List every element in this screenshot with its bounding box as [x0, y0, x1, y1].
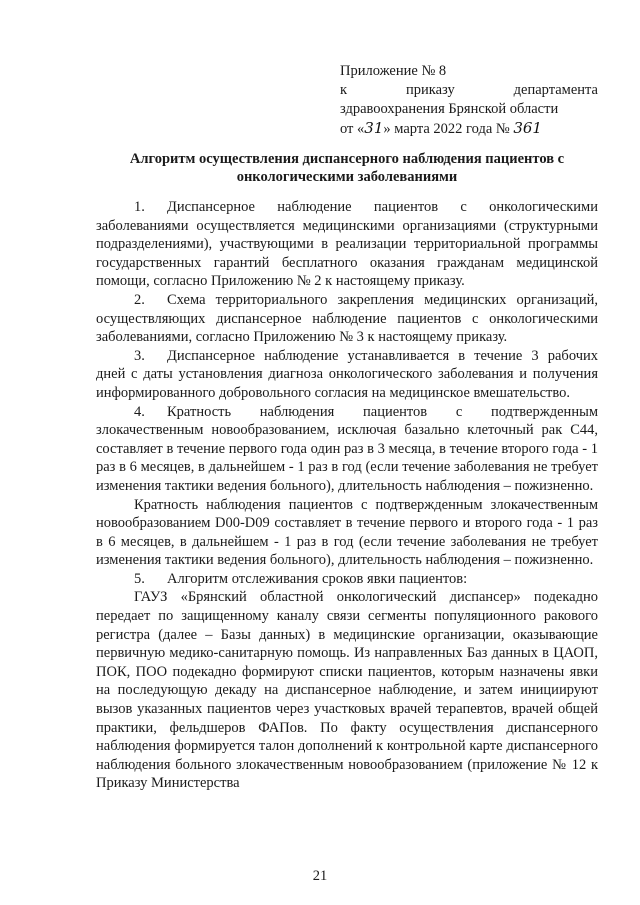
paragraph-1 — [96, 198, 598, 291]
order-word-k: к — [340, 82, 348, 98]
paragraph-2 — [96, 291, 598, 347]
paragraph-text: Алгоритм отслеживания сроков явки пациентов: — [167, 570, 468, 587]
document-body — [96, 198, 598, 793]
handwritten-number: 361 — [513, 119, 542, 137]
paragraph-text: Кратность наблюдения пациентов с подтвержденным злокачественным новообразованием D00-D09 составляет в течение первого и второго года - 1 раз в 6 месяцев, в дальнейшем - 1 раз в год (если течение заболевания не требует изменения тактики ведения больного), длительность наблюдения – пожизненно. — [96, 496, 598, 569]
document-header — [340, 62, 598, 139]
page-number: 21 — [312, 868, 328, 884]
order-line — [340, 81, 598, 100]
paragraph-5-continued — [96, 588, 598, 793]
paragraph-4 — [96, 403, 598, 496]
document-title: Алгоритм осуществления диспансерного наблюдения пациентов с онкологическими заболеваниями — [129, 151, 565, 185]
paragraph-number: 5. — [134, 570, 145, 587]
paragraph-5 — [96, 570, 598, 589]
handwritten-day: 31 — [364, 119, 384, 137]
date-number-line — [340, 119, 598, 139]
paragraph-text: Диспансерное наблюдение пациентов с онкологическими заболеваниями осуществляется медицинскими организациями (структурными подразделениями), участвующими в реализации территориальной программы государственных гарантий бесплатного оказания гражданам медицинской помощи, согласно Приложению № 2 к настоящему приказу. — [96, 199, 598, 290]
order-word-prikazu: приказу — [405, 82, 455, 98]
date-prefix: от « — [340, 121, 365, 137]
paragraph-text: Диспансерное наблюдение устанавливается в течение 3 рабочих дней с даты установления диагноза онкологического заболевания и получения информированного добровольного согласия на медицинское вмешательство. — [96, 347, 598, 401]
paragraph-text: Кратность наблюдения пациентов с подтвержденным злокачественным новообразованием, исключая базально клеточный рак С44, составляет в течение первого года один раз в 3 месяца, в течение второго года - 1 раз в 6 месяцев, в дальнейшем - 1 раз в год (если течение заболевания не требует изменения тактики ведения больного), длительность наблюдения – пожизненно. — [96, 403, 598, 494]
appendix-line: Приложение № 8 — [340, 63, 447, 79]
order-word-department: департамента — [513, 82, 598, 98]
paragraph-text: ГАУЗ «Брянский областной онкологический диспансер» подекадно передает по защищенному каналу связи сегменты популяционного ракового регистра (далее – Базы данных) в медицинские организации, оказывающие первичную медико-санитарную помощь. Из направленных Баз данных в ЦАОП, ПОК, ПОО подекадно формируют списки пациентов, которым назначены явки на последующую декаду на диспансерное наблюдение, и затем инициируют вызов указанных пациентов через участковых врачей терапевтов, врачей общей практики, фельдшеров ФАПов. По факту осуществления диспансерного наблюдения формируется талон дополнений к контрольной карте диспансерного наблюдения больного злокачественным новообразованием (приложение № 12 к Приказу Министерства — [96, 589, 598, 792]
paragraph-number: 2. — [134, 291, 145, 308]
department-line: здравоохранения Брянской области — [340, 101, 559, 117]
paragraph-4-continued — [96, 496, 598, 570]
paragraph-number: 1. — [134, 199, 145, 215]
date-mid: » марта 2022 года № — [383, 121, 514, 137]
paragraph-3 — [96, 347, 598, 403]
paragraph-text: Схема территориального закрепления медицинских организаций, осуществляющих диспансерное наблюдение пациентов с онкологическими заболеваниями, согласно Приложению № 3 к настоящему приказу. — [96, 291, 598, 346]
paragraph-number: 4. — [134, 403, 145, 420]
paragraph-number: 3. — [134, 347, 145, 364]
